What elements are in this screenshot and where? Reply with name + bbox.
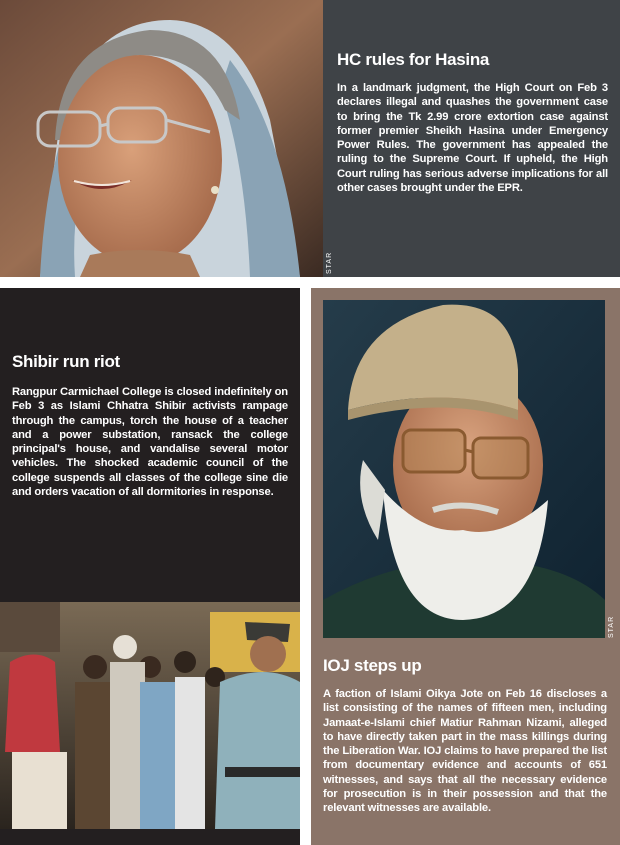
right-story-body: A faction of Islami Oikya Jote on Feb 16 discloses a list consisting of the names of fifteen men, including Jamaat-e-Islami chief Matiur Rahman Nizami, alleged to have directly taken part in the mass killings during the Liberation War. IOJ claims to have prepared the list from documentary evidence and accounts of 651 witnesses, and says that all the necessary evidence for prosecution is in their possession and that the relevant witnesses are available. <box>323 688 607 815</box>
top-story-body: In a landmark judgment, the High Court on Feb 3 declares illegal and quashes the government case to bring the Tk 2.99 crore extortion case against former premier Sheikh Hasina under Emergency Power Rules. The government has appealed the ruling to the Supreme Court. If upheld, the High Court ruling has serious adverse implications for all other cases brought under the EPR. <box>337 82 608 195</box>
left-story-headline: Shibir run riot <box>12 352 120 371</box>
campus-protest-photo <box>0 602 300 829</box>
right-story-headline: IOJ steps up <box>323 656 422 675</box>
nizami-portrait-photo <box>323 300 605 638</box>
photo-credit: STAR <box>300 803 307 826</box>
photo-credit: STAR <box>608 615 615 638</box>
left-story-body: Rangpur Carmichael College is closed indefinitely on Feb 3 as Islami Chhatra Shibir activists rampage through the campus, torch the house of a teacher and a power substation, ransack the college principal's house, and vandalise several motor vehicles. The shocked academic council of the college suspends all classes of the college sine die and orders vacation of all dormitories in response. <box>12 386 288 499</box>
photo-credit: STAR <box>326 251 333 274</box>
top-story-headline: HC rules for Hasina <box>337 50 490 69</box>
hasina-portrait-photo <box>0 0 323 277</box>
